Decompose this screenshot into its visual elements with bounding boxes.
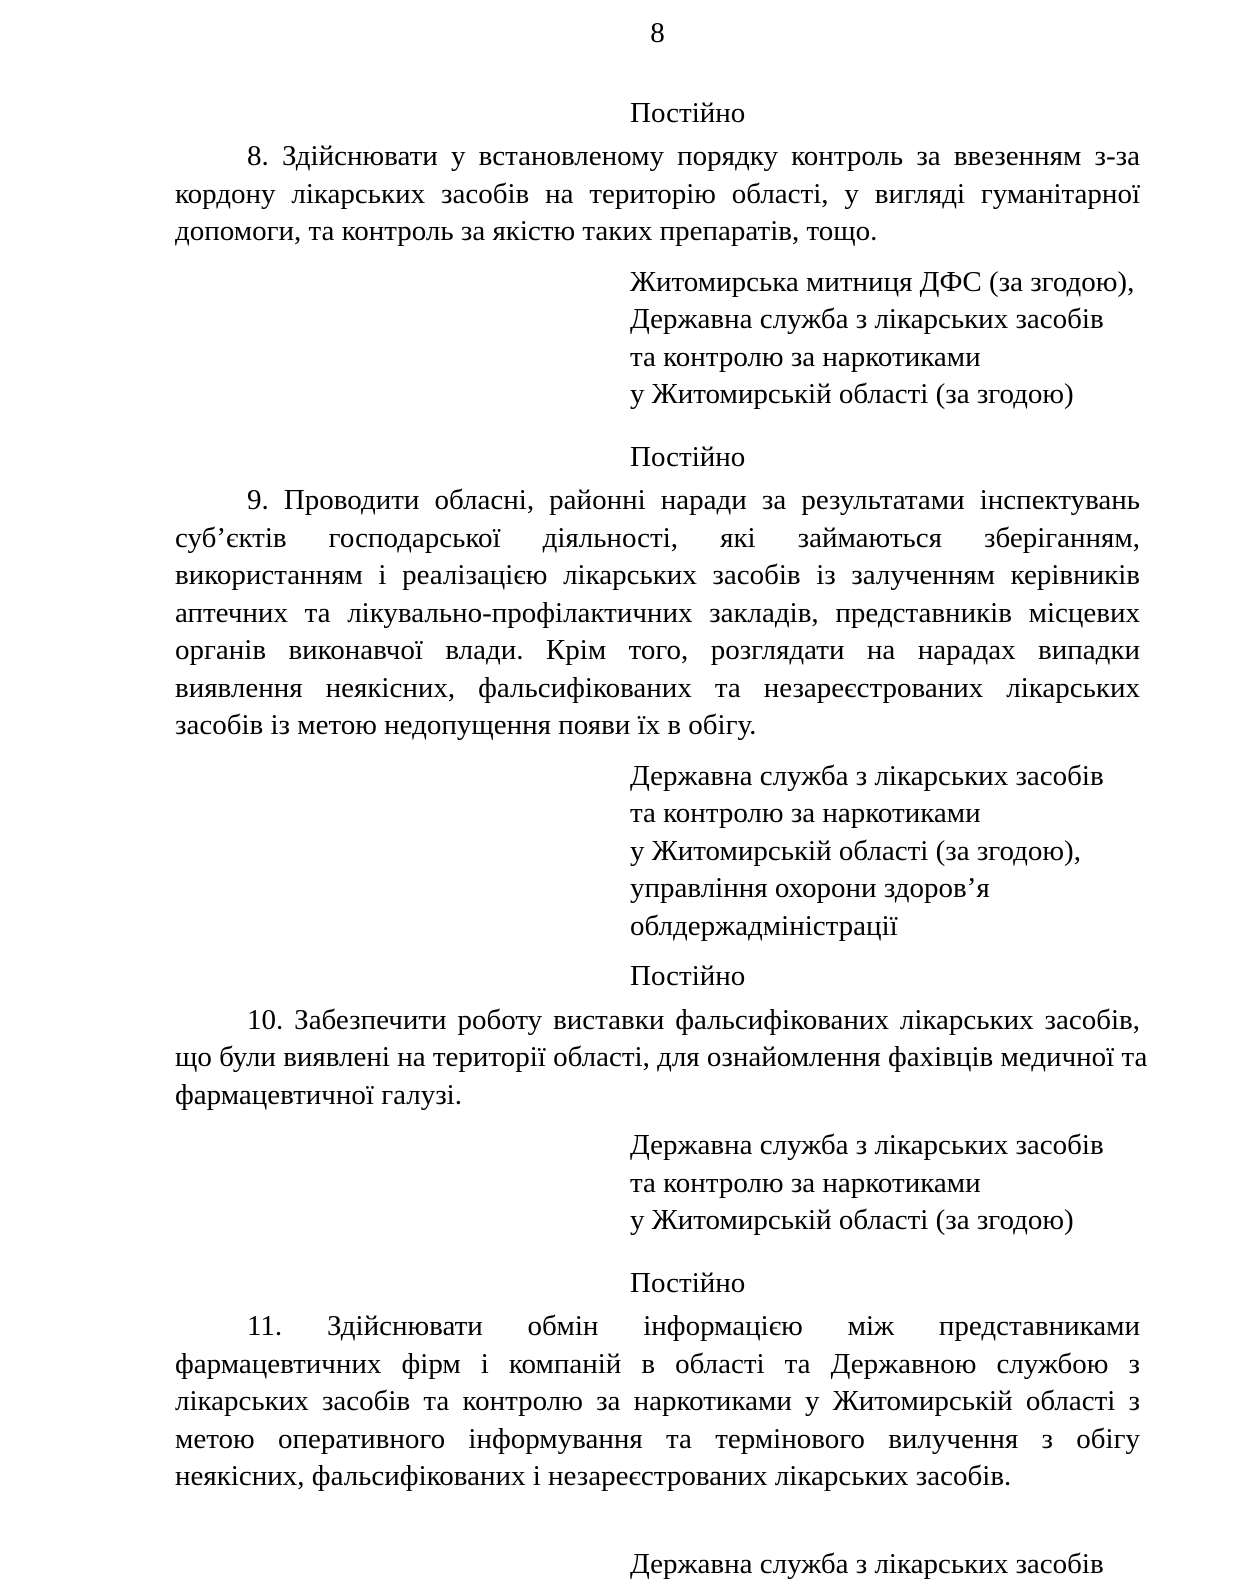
text-line: суб’єктів господарської діяльності, які займаються зберіганням, (175, 521, 1140, 554)
paragraph-item-9 (175, 482, 1140, 745)
text-line: 8. Здійснювати у встановленому порядку контроль за ввезенням з-за (247, 140, 1140, 172)
agency-block-3 (175, 1127, 1140, 1240)
paragraph-item-11 (175, 1308, 1140, 1496)
text-line: органів виконавчої влади. Крім того, розглядати на нарадах випадки (175, 634, 1140, 666)
timing-label-3: Постійно (630, 960, 746, 992)
text-line: засобів із метою недопущення появи їх в обігу. (175, 709, 757, 741)
text-line: облдержадміністрації (630, 909, 898, 942)
agency-block-1 (175, 264, 1140, 414)
text-line: 10. Забезпечити роботу виставки фальсифікованих лікарських засобів, (247, 1003, 1140, 1036)
text-line: що були виявлені на території області, для ознайомлення фахівців медичної та (175, 1041, 1148, 1073)
text-line: Державна служба з лікарських засобів (630, 303, 1104, 335)
timing-label-4: Постійно (630, 1266, 746, 1299)
text-line: та контролю за наркотиками (630, 797, 981, 829)
text-line: та контролю за наркотиками (630, 1166, 981, 1199)
text-line: у Житомирській області (за згодою) (630, 378, 1074, 410)
page-number: 8 (650, 17, 665, 49)
paragraph-item-10 (175, 1002, 1148, 1115)
text-line: використанням і реалізацією лікарських засобів із залученням керівників (175, 559, 1140, 591)
timing-label-1: Постійно (630, 96, 746, 129)
text-line: у Житомирській області (за згодою), (630, 834, 1081, 867)
text-line: Житомирська митниця ДФС (за згодою), (630, 265, 1135, 298)
text-line: кордону лікарських засобів на територію області, у вигляді гуманітарної (175, 177, 1140, 210)
text-line: аптечних та лікувально-профілактичних закладів, представників місцевих (175, 596, 1140, 629)
text-line: фармацевтичних фірм і компаній в області та Державною службою з (175, 1347, 1140, 1380)
text-line: неякісних, фальсифікованих і незареєстрованих лікарських засобів. (175, 1460, 1012, 1492)
text-line: 11. Здійснювати обмін інформацією між представниками (247, 1310, 1140, 1342)
text-line: фармацевтичної галузі. (175, 1078, 462, 1111)
text-line: Державна служба з лікарських засобів (630, 1129, 1104, 1161)
text-line: 9. Проводити обласні, районні наради за результатами інспектувань (247, 484, 1140, 516)
text-line: метою оперативного інформування та термінового вилучення з обігу (175, 1422, 1140, 1455)
text-line: та контролю за наркотиками (630, 340, 981, 373)
text-line: управління охорони здоров’я (630, 872, 990, 904)
text-line: допомоги, та контроль за якістю таких препаратів, тощо. (175, 215, 878, 247)
text-line: лікарських засобів та контролю за наркотиками у Житомирській області з (175, 1385, 1140, 1417)
timing-label-2: Постійно (630, 440, 746, 473)
text-line: Державна служба з лікарських засобів (630, 759, 1104, 792)
text-line: у Житомирській області (за згодою) (630, 1204, 1074, 1236)
agency-block-2 (175, 758, 1140, 946)
agency-block-4 (175, 1546, 1140, 1584)
text-line: виявлення неякісних, фальсифікованих та незареєстрованих лікарських (175, 671, 1140, 704)
paragraph-item-8 (175, 138, 1140, 251)
text-line: Державна служба з лікарських засобів (630, 1547, 1104, 1580)
